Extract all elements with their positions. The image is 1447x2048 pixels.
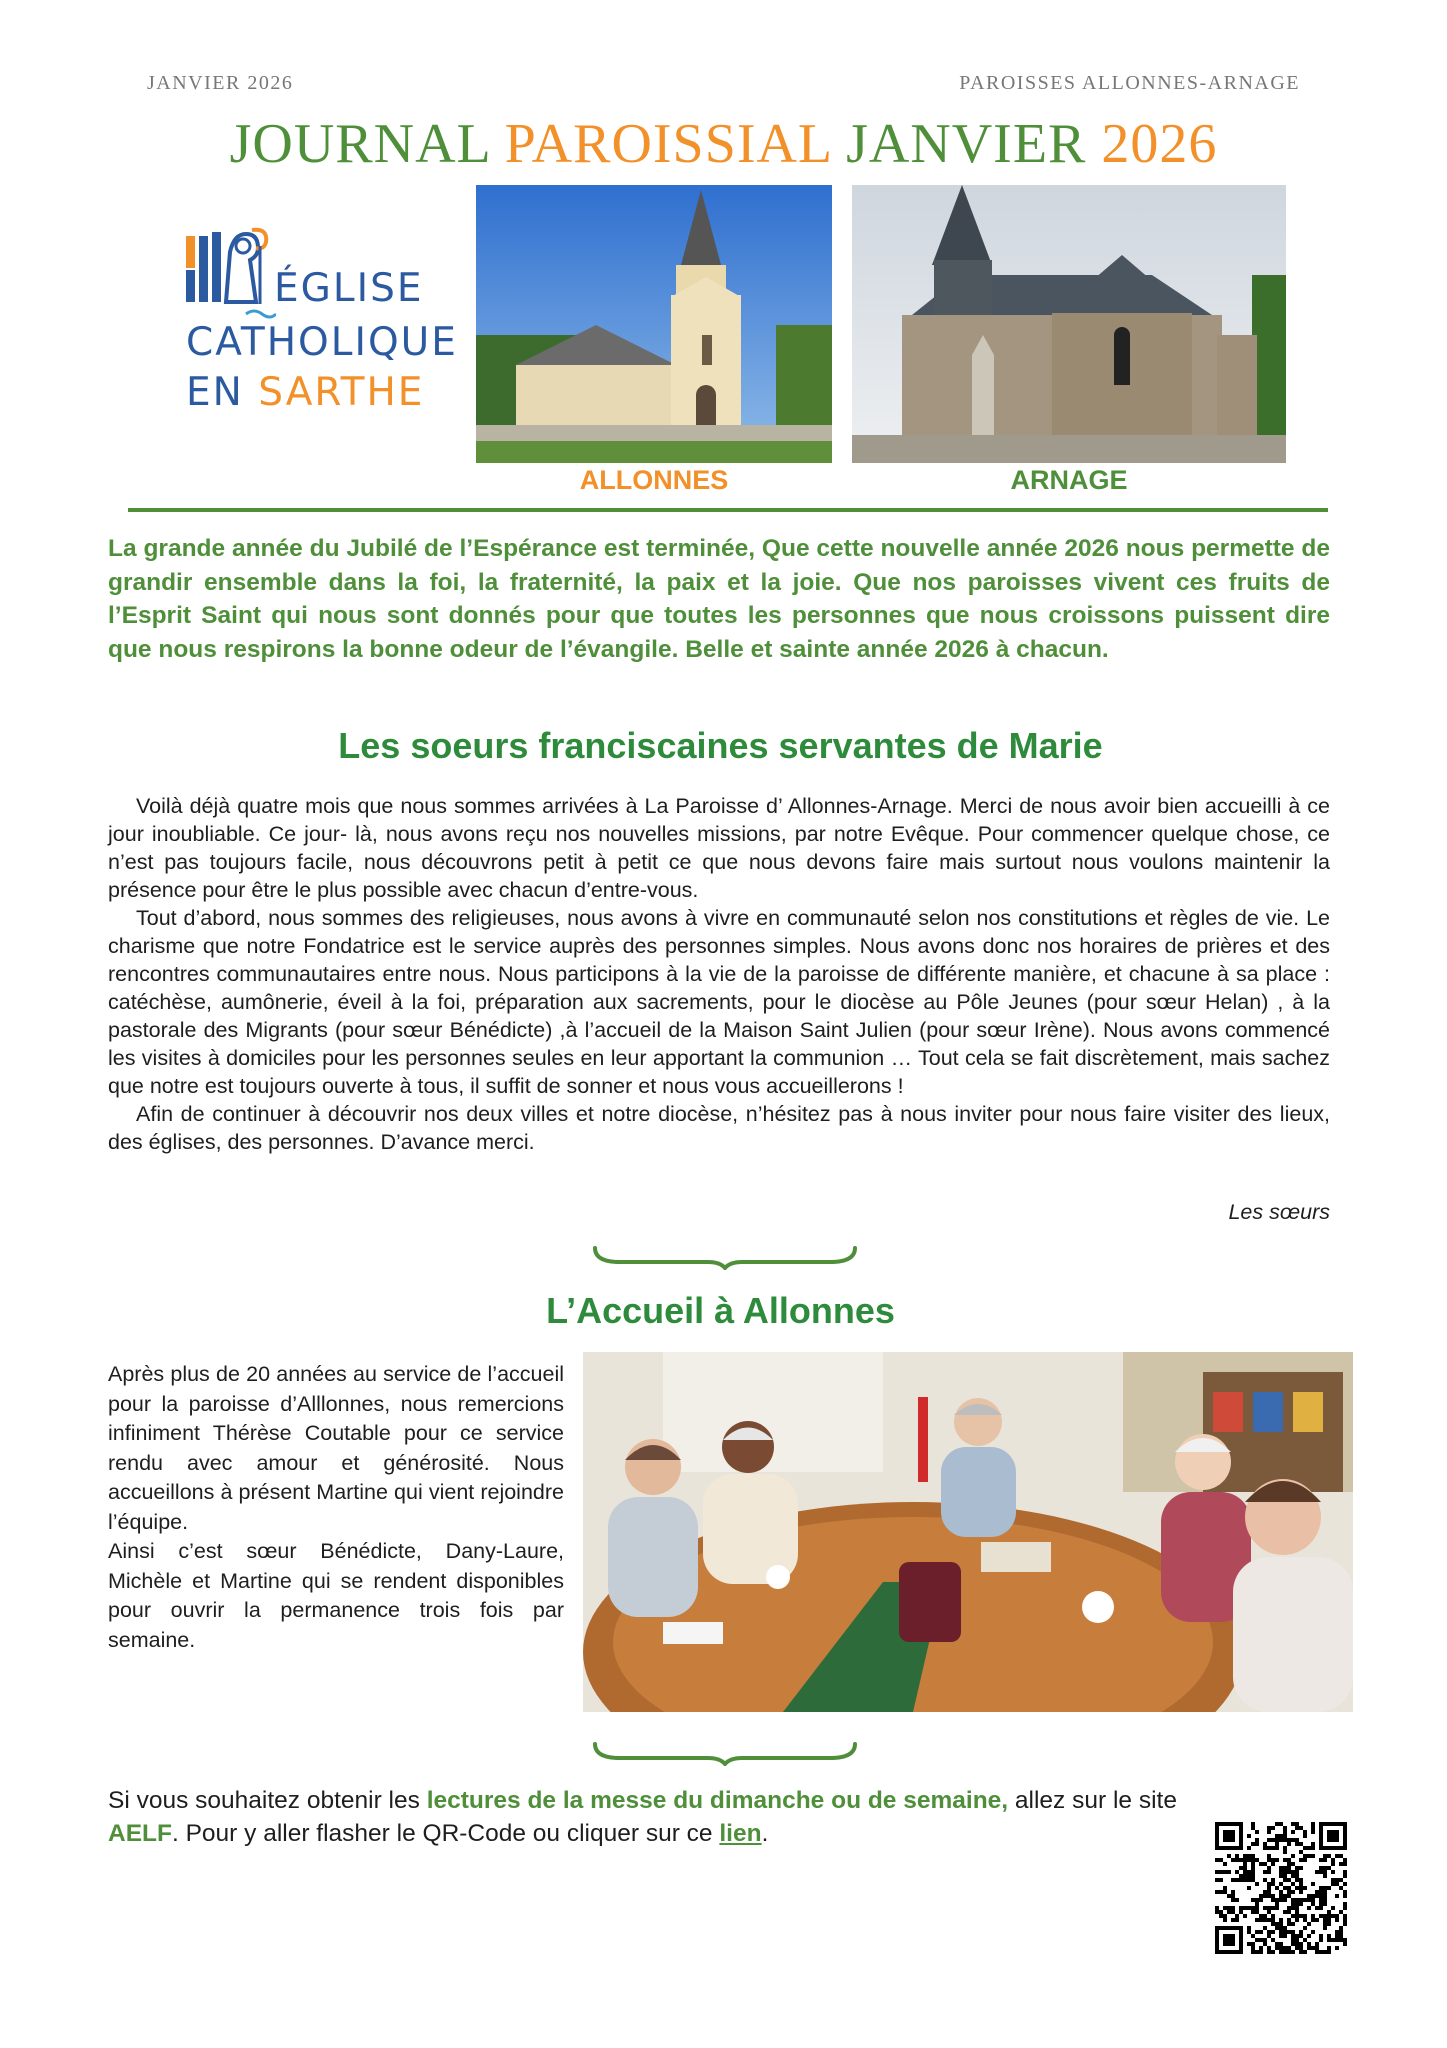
aelf-text-1: Si vous souhaitez obtenir les	[108, 1787, 427, 1814]
aelf-paragraph	[108, 1784, 1333, 1850]
qr-code-icon	[1215, 1822, 1347, 1954]
diocese-logo	[186, 226, 458, 426]
aelf-text-3: . Pour y aller flasher le QR-Code ou cliquer sur ce	[171, 1820, 720, 1847]
page-title	[0, 112, 1447, 176]
caption-arnage: ARNAGE	[1010, 465, 1128, 495]
logo-line-catholique: CATHOLIQUE	[186, 320, 458, 365]
article-accueil-p1: Après plus de 20 années au service de l’accueil pour la paroisse d’Alllonnes, nous remercions infiniment Thérèse Coutable pour ce service rendu avec amour et générosité. Nous accueillons à présent Martine qui vient rejoindre l’équipe.	[108, 1362, 564, 1534]
logo-en: EN	[186, 370, 244, 415]
heading-accueil: L’Accueil à Allonnes	[546, 1290, 895, 1331]
article-soeurs	[108, 792, 1330, 1156]
photo-arnage-church	[852, 185, 1286, 463]
bishop-staff-icon	[186, 226, 276, 331]
section-divider-rule	[128, 508, 1328, 512]
article-soeurs-p3: Afin de continuer à découvrir nos deux villes et notre diocèse, n’hésitez pas à nous inviter pour nous faire visiter des lieux, des églises, des personnes. D’avance merci.	[108, 1102, 1330, 1154]
signature-soeurs: Les sœurs	[1228, 1200, 1330, 1224]
aelf-text-2: allez sur le site	[1008, 1787, 1177, 1814]
title-year: 2026	[1101, 113, 1218, 175]
photo-allonnes-church	[476, 185, 832, 463]
aelf-site-name: AELF	[108, 1820, 172, 1847]
header-parish: PAROISSES ALLONNES-ARNAGE	[959, 72, 1300, 94]
flourish-divider-icon	[590, 1736, 860, 1766]
photo-accueil-team	[583, 1352, 1353, 1712]
intro-paragraph: La grande année du Jubilé de l’Espérance est terminée, Que cette nouvelle année 2026 nous permette de grandir ensemble dans la foi, la fraternité, la paix et la joie. Que nos paroisses vivent ces fruits de l’Esprit Saint qui nous sont donnés pour que toutes les personnes que nous croissons puissent dire que nous respirons la bonne odeur de l’évangile. Belle et sainte année 2026 à chacun.	[108, 535, 1330, 663]
article-soeurs-p1: Voilà déjà quatre mois que nous sommes arrivées à La Paroisse d’ Allonnes-Arnage. Merci de nous avoir bien accueilli à ce jour inoubliable. Ce jour- là, nous avons reçu nos nouvelles missions, par notre Evêque. Pour commencer quelque chose, ce n’est pas toujours facile, nous découvrons petit à petit ce que nous devons faire mais surtout nous voulons maintenir la présence pour être le plus possible avec chacun d’entre-vous.	[108, 794, 1330, 902]
title-journal: JOURNAL	[229, 113, 490, 175]
header-date: JANVIER 2026	[147, 72, 294, 94]
heading-soeurs: Les soeurs franciscaines servantes de Marie	[338, 725, 1103, 766]
article-accueil-p2: Ainsi c’est sœur Bénédicte, Dany-Laure, Michèle et Martine qui se rendent disponibles pour ouvrir la permanence trois fois par semaine.	[108, 1539, 564, 1652]
title-paroissial: PAROISSIAL	[504, 113, 832, 175]
caption-allonnes: ALLONNES	[579, 465, 729, 495]
aelf-text-4: .	[761, 1820, 769, 1847]
qr-code[interactable]	[1215, 1822, 1347, 1954]
logo-line-eglise: ÉGLISE	[274, 266, 424, 311]
aelf-link[interactable]: lien	[719, 1820, 762, 1847]
article-accueil	[108, 1360, 564, 1655]
logo-sarthe: SARTHE	[258, 370, 425, 415]
flourish-divider-icon	[590, 1240, 860, 1270]
title-janvier: JANVIER	[846, 113, 1087, 175]
article-soeurs-p2: Tout d’abord, nous sommes des religieuses, nous avons à vivre en communauté selon nos constitutions et règles de vie. Le charisme que notre Fondatrice est le service auprès des personnes simples. Nous avons donc nos horaires de prières et des rencontres communautaires entre nous. Nous participons à la vie de la paroisse de différente manière, et chacune à sa place : catéchèse, aumônerie, éveil à la foi, préparation aux sacrements, pour le diocèse au Pôle Jeunes (pour sœur Helan) , à la pastorale des Migrants (pour sœur Bénédicte) ,à l’accueil de la Maison Saint Julien (pour sœur Irène). Nous avons commencé les visites à domiciles pour les personnes seules en leur apportant la communion … Tout cela se fait discrètement, mais sachez que notre est toujours ouverte à tous, il suffit de sonner et nous vous accueillerons !	[108, 906, 1330, 1098]
aelf-readings-highlight: lectures de la messe du dimanche ou de semaine,	[426, 1787, 1009, 1814]
logo-line-sarthe	[186, 368, 424, 418]
